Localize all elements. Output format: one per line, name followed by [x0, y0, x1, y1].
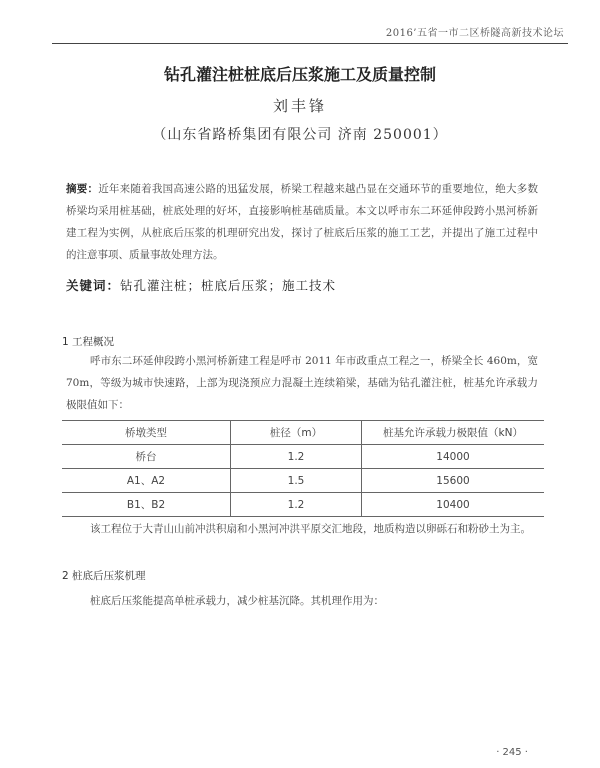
table-cell: 1.5: [231, 469, 362, 493]
section-heading-2: 2 桩底后压浆机理: [62, 570, 146, 582]
section-1-paragraph-1: 呼市东二环延伸段跨小黑河桥新建工程是呼市 2011 年市政重点工程之一，桥梁全长 460m，宽70m，等级为城市快速路，上部为现浇预应力混凝土连续箱梁，基础为钻孔灌注桩，桩基允许承载力极限值如下：: [66, 355, 538, 411]
section-2-paragraph-1: 桩底后压浆能提高单桩承载力，减少桩基沉降。其机理作用为：: [90, 595, 384, 607]
section-1-paragraph-2: 该工程位于大青山山前冲洪积扇和小黑河冲洪平原交汇地段，地质构造以卵砾石和粉砂土为主。: [90, 523, 531, 535]
table-row: [62, 493, 544, 517]
table-row: [62, 445, 544, 469]
author-name: 刘丰锋: [272, 97, 327, 115]
abstract-text: 近年来随着我国高速公路的迅猛发展，桥梁工程越来越凸显在交通环节的重要地位，绝大多数桥梁均采用桩基础，桩底处理的好坏，直接影响桩基础质量。本文以呼市东二环延伸段跨小黑河桥新建工程为实例，从桩底后压浆的机理研究出发，探讨了桩底后压浆的施工工艺，并提出了施工过程中的注意事项、质量事故处理方法。: [66, 183, 539, 261]
section-heading-1: 1 工程概况: [62, 336, 115, 348]
table-cell: 15600: [362, 469, 545, 493]
table-cell: B1、B2: [62, 493, 231, 517]
page-number: · 245 ·: [496, 747, 528, 758]
table-cell: A1、A2: [62, 469, 231, 493]
keywords-text: 钻孔灌注桩；桩底后压浆；施工技术: [120, 278, 337, 293]
table-cell: 14000: [362, 445, 545, 469]
table-cell: 10400: [362, 493, 545, 517]
table-cell: 1.2: [231, 445, 362, 469]
running-header: 2016’五省一市二区桥隧高新技术论坛: [385, 28, 564, 39]
table-header-cell: 桥墩类型: [62, 421, 231, 445]
paper-title: 钻孔灌注桩桩底后压浆施工及质量控制: [163, 65, 436, 84]
abstract: [66, 178, 538, 266]
table-row: [62, 469, 544, 493]
table-header-cell: 桩径（m）: [231, 421, 362, 445]
pile-capacity-table: [62, 420, 544, 517]
keywords-label: 关键词：: [66, 278, 121, 293]
table-cell: 1.2: [231, 493, 362, 517]
keywords: [66, 276, 546, 294]
header-divider: [52, 43, 568, 44]
abstract-label: 摘要：: [66, 183, 99, 195]
table-cell: 桥台: [62, 445, 231, 469]
table-header-cell: 桩基允许承载力极限值（kN）: [362, 421, 545, 445]
author-affiliation: （山东省路桥集团有限公司 济南 250001）: [152, 127, 448, 143]
table-header-row: [62, 421, 544, 445]
